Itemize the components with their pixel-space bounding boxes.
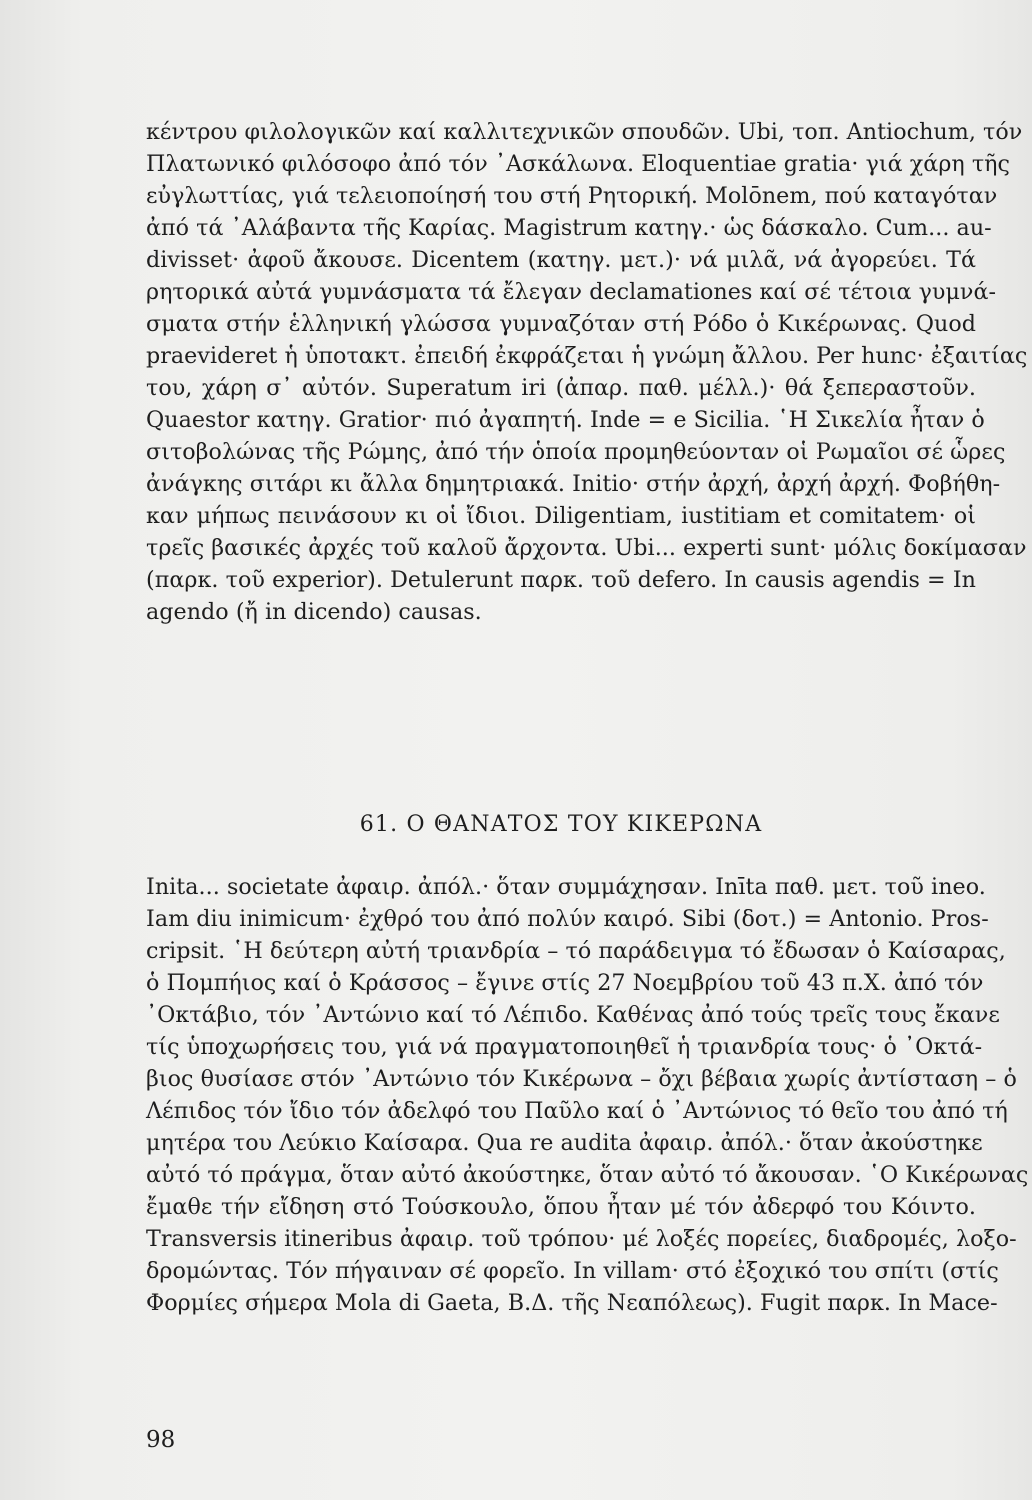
- text-line: σματα στήν ἑλληνική γλώσσα γυμναζόταν στή Ρόδο ὁ Κικέρωνας. Quod: [146, 311, 976, 337]
- section-heading: 61. Ο ΘΑΝΑΤΟΣ ΤΟΥ ΚΙΚΕΡΩΝΑ: [359, 812, 763, 837]
- text-line: αὐτό τό πράγμα, ὅταν αὐτό ἀκούστηκε, ὅταν αὐτό τό ἄκουσαν. ῾Ο Κικέρωνας: [146, 1162, 1029, 1188]
- text-line: ἔμαθε τήν εἴδηση στό Τούσκουλο, ὅπου ἦταν μέ τόν ἀδερφό του Κόιντο.: [146, 1194, 976, 1220]
- text-line: praevideret ἡ ὑποτακτ. ἐπειδή ἐκφράζεται ἡ γνώμη ἄλλου. Per hunc· ἐξαιτίας: [146, 343, 1028, 369]
- text-line: καν μήπως πεινάσουν κι οἱ ἴδιοι. Diligentiam, iustitiam et comitatem· οἱ: [146, 503, 976, 529]
- text-line: σιτοβολώνας τῆς Ρώμης, ἀπό τήν ὁποία προμηθεύονταν οἱ Ρωμαῖοι σέ ὧρες: [146, 439, 1006, 465]
- text-line: Transversis itineribus ἀφαιρ. τοῦ τρόπου· μέ λοξές πορείες, διαδρομές, λοξο-: [146, 1226, 1017, 1252]
- text-line: Inita... societate ἀφαιρ. ἀπόλ.· ὅταν συμμάχησαν. Inīta παθ. μετ. τοῦ ineo.: [146, 874, 986, 900]
- text-line: Πλατωνικό φιλόσοφο ἀπό τόν ᾿Ασκάλωνα. Eloquentiae gratia· γιά χάρη τῆς: [146, 151, 1011, 177]
- text-line: ὁ Πομπήιος καί ὁ Κράσσος – ἔγινε στίς 27 Νοεμβρίου τοῦ 43 π.Χ. ἀπό τόν: [146, 970, 984, 996]
- text-line: Λέπιδος τόν ἴδιο τόν ἀδελφό του Παῦλο καί ὁ ᾿Αντώνιος τό θεῖο του ἀπό τή: [146, 1098, 1008, 1124]
- text-line: agendo (ἤ in dicendo) causas.: [146, 599, 482, 625]
- text-line: εὐγλωττίας, γιά τελειοποίησή του στή Ρητορική. Molōnem, πού καταγόταν: [146, 183, 998, 209]
- text-line: Iam diu inimicum· ἐχθρό του ἀπό πολύν καιρό. Sibi (δοτ.) = Antonio. Pros-: [146, 906, 989, 932]
- text-line: τίς ὑποχωρήσεις του, γιά νά πραγματοποιηθεῖ ἡ τριανδρία τους· ὁ ᾿Οκτά-: [146, 1034, 983, 1060]
- text-line: κέντρου φιλολογικῶν καί καλλιτεχνικῶν σπουδῶν. Ubi, τοπ. Antiochum, τόν: [146, 119, 1023, 145]
- text-line: Quaestor κατηγ. Gratior· πιό ἀγαπητή. Inde = e Sicilia. ῾Η Σικελία ἦταν ὁ: [146, 407, 985, 433]
- text-line: βιος θυσίασε στόν ᾿Αντώνιο τόν Κικέρωνα – ὄχι βέβαια χωρίς ἀντίσταση – ὁ: [146, 1066, 1017, 1092]
- text-line: μητέρα του Λεύκιο Καίσαρα. Qua re audita ἀφαιρ. ἀπόλ.· ὅταν ἀκούστηκε: [146, 1130, 983, 1156]
- text-line: Φορμίες σήμερα Mola di Gaeta, Β.Δ. τῆς Νεαπόλεως). Fugit παρκ. In Mace-: [146, 1290, 998, 1316]
- page-number: 98: [146, 1427, 176, 1453]
- text-line: ἀνάγκης σιτάρι κι ἄλλα δημητριακά. Initio· στήν ἀρχή, ἀρχή ἀρχή. Φοβήθη-: [146, 471, 1001, 497]
- text-line: του, χάρη σ᾿ αὐτόν. Superatum iri (ἀπαρ. παθ. μέλλ.)· θά ξεπεραστοῦν.: [146, 375, 976, 401]
- text-line: (παρκ. τοῦ experior). Detulerunt παρκ. τοῦ defero. In causis agendis = In: [146, 567, 976, 593]
- text-line: τρεῖς βασικές ἀρχές τοῦ καλοῦ ἄρχοντα. Ubi... experti sunt· μόλις δοκίμασαν: [146, 535, 1027, 561]
- text-line: divisset· ἀφοῦ ἄκουσε. Dicentem (κατηγ. μετ.)· νά μιλᾶ, νά ἀγορεύει. Τά: [146, 247, 976, 273]
- text-line: δρομώντας. Τόν πήγαιναν σέ φορεῖο. In villam· στό ἐξοχικό του σπίτι (στίς: [146, 1258, 999, 1284]
- text-line: ἀπό τά ᾿Αλάβαντα τῆς Καρίας. Magistrum κατηγ.· ὡς δάσκαλο. Cum... au-: [146, 215, 992, 241]
- text-line: cripsit. ῾Η δεύτερη αὐτή τριανδρία – τό παράδειγμα τό ἔδωσαν ὁ Καίσαρας,: [146, 938, 1006, 964]
- text-line: ᾿Οκτάβιο, τόν ᾿Αντώνιο καί τό Λέπιδο. Καθένας ἀπό τούς τρεῖς τους ἔκανε: [146, 1002, 1000, 1028]
- text-line: ρητορικά αὐτά γυμνάσματα τά ἔλεγαν declamationes καί σέ τέτοια γυμνά-: [146, 279, 997, 305]
